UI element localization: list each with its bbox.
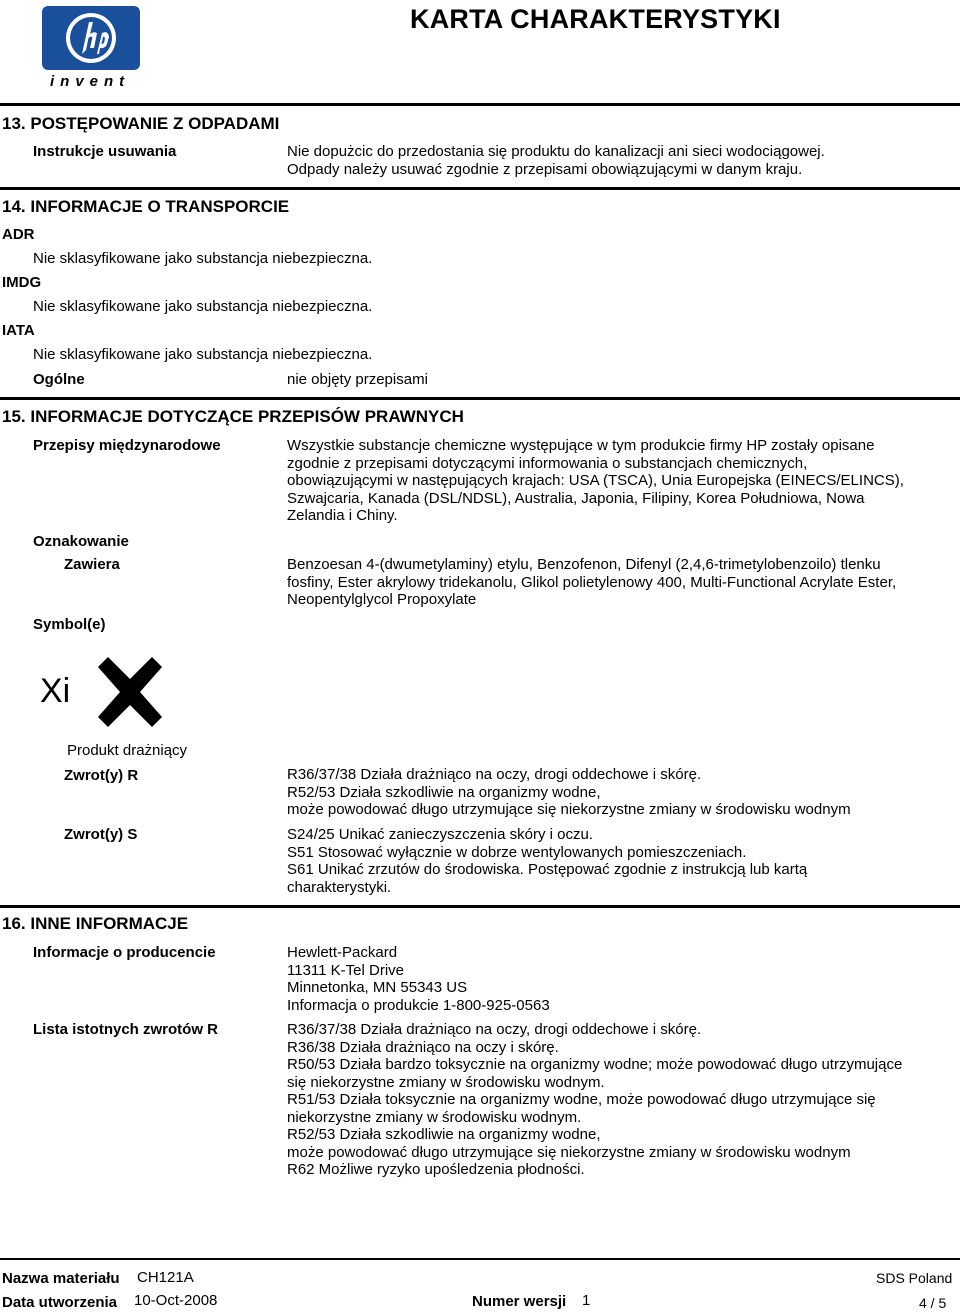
producer-text: Hewlett-Packard 11311 K-Tel Drive Minnetonka, MN 55343 US Informacja o produkcie 1-800-925-0563 (287, 944, 550, 1014)
material-name-label: Nazwa materiału (2, 1270, 120, 1287)
hazard-code: Xi (40, 672, 71, 710)
general-label: Ogólne (33, 371, 85, 388)
disposal-text: Nie dopużcic do przedostania się produktu do kanalizacji ani sieci wodociągowej. Odpady należy usuwać zgodnie z przepisami obowiązującymi w danym kraju. (287, 143, 825, 178)
contains-label: Zawiera (64, 556, 120, 573)
r-phrases-text: R36/37/38 Działa drażniąco na oczy, drogi oddechowe i skórę. R52/53 Działa szkodliwie na organizmy wodne, może powodować długo utrzymujące się niekorzystne zmiany w środowisku wodnym (287, 766, 851, 818)
labeling-label: Oznakowanie (33, 533, 129, 550)
section-15-title: 15. INFORMACJE DOTYCZĄCE PRZEPISÓW PRAWNYCH (2, 407, 464, 426)
creation-date-label: Data utworzenia (2, 1294, 118, 1311)
intl-regulations-label: Przepisy międzynarodowe (33, 437, 221, 454)
adr-text: Nie sklasyfikowane jako substancja niebezpieczna. (33, 250, 373, 267)
section-14-title: 14. INFORMACJE O TRANSPORCIE (2, 197, 290, 216)
r-list-text: R36/37/38 Działa drażniąco na oczy, drogi oddechowe i skórę. R36/38 Działa drażniąco na oczy i skórę. R50/53 Działa bardzo toksycznie na organizmy wodne; może powodować długo utrzymujące się niekorzystne zmiany w środowisku wodnym. R51/53 Działa toksycznie na organizmy wodne, może powodować długo utrzymujące się niekorzystne zmiany w środowisku wodnym. R52/53 Działa szkodliwie na organizmy wodne, może powodować długo utrzymujące się niekorzystne zmiany w środowisku wodnym R62 Możliwe ryzyko upośledzenia płodności. (287, 1021, 903, 1178)
r-phrases-label: Zwrot(y) R (64, 767, 139, 784)
divider (0, 397, 960, 400)
section-13-title: 13. POSTĘPOWANIE Z ODPADAMI (2, 114, 280, 133)
symbols-label: Symbol(e) (33, 616, 106, 633)
hazard-name: Produkt drażniący (67, 742, 188, 759)
divider (0, 905, 960, 908)
r-list-label: Lista istotnych zwrotów R (33, 1021, 219, 1038)
document-title: KARTA CHARAKTERYSTYKI (410, 4, 781, 34)
adr-label: ADR (2, 226, 35, 243)
intl-regulations-text: Wszystkie substancje chemiczne występujące w tym produkcie firmy HP zostały opisane zgodnie z przepisami dotyczącymi informowania o substancjach chemicznych, obowiązującymi w następujących krajach: USA (TSCA), Unia Europejska (EINECS/ELINCS), Szwajcaria, Kanada (DSL/NDSL), Australia, Japonia, Filipiny, Korea Południowa, Nowa Zelandia i Chiny. (287, 437, 904, 524)
iata-label: IATA (2, 322, 35, 339)
page-number: 4 / 5 (919, 1295, 947, 1311)
general-text: nie objęty przepisami (287, 371, 428, 388)
disposal-label: Instrukcje usuwania (33, 143, 177, 160)
s-phrases-text: S24/25 Unikać zanieczyszczenia skóry i oczu. S51 Stosować wyłącznie w dobrze wentylowanych pomieszczeniach. S61 Unikać zrzutów do środowiska. Postępować zgodnie z instrukcją lub kartą charakterystyki. (287, 826, 808, 896)
imdg-text: Nie sklasyfikowane jako substancja niebezpieczna. (33, 298, 373, 315)
irritant-x-icon (92, 655, 168, 729)
contains-text: Benzoesan 4-(dwumetylaminy) etylu, Benzofenon, Difenyl (2,4,6-trimetylobenzoilo) tlenku fosfiny, Ester akrylowy tridekanolu, Glikol polietylenowy 400, Multi-Functional Acrylate Ester, Neopentylglycol Propoxylate (287, 556, 897, 608)
material-name-value: CH121A (137, 1269, 194, 1286)
s-phrases-label: Zwrot(y) S (64, 826, 138, 843)
section-16-title: 16. INNE INFORMACJE (2, 914, 189, 933)
sds-region: SDS Poland (876, 1270, 953, 1286)
creation-date-value: 10-Oct-2008 (134, 1292, 218, 1309)
imdg-label: IMDG (2, 274, 42, 291)
producer-label: Informacje o producencie (33, 944, 216, 961)
logo-tagline: invent (50, 73, 131, 90)
version-value: 1 (582, 1292, 591, 1309)
hp-logo-icon (42, 6, 140, 70)
version-label: Numer wersji (472, 1293, 567, 1310)
footer-divider (0, 1258, 960, 1260)
divider (0, 187, 960, 190)
divider (0, 103, 960, 106)
iata-text: Nie sklasyfikowane jako substancja niebezpieczna. (33, 346, 373, 363)
